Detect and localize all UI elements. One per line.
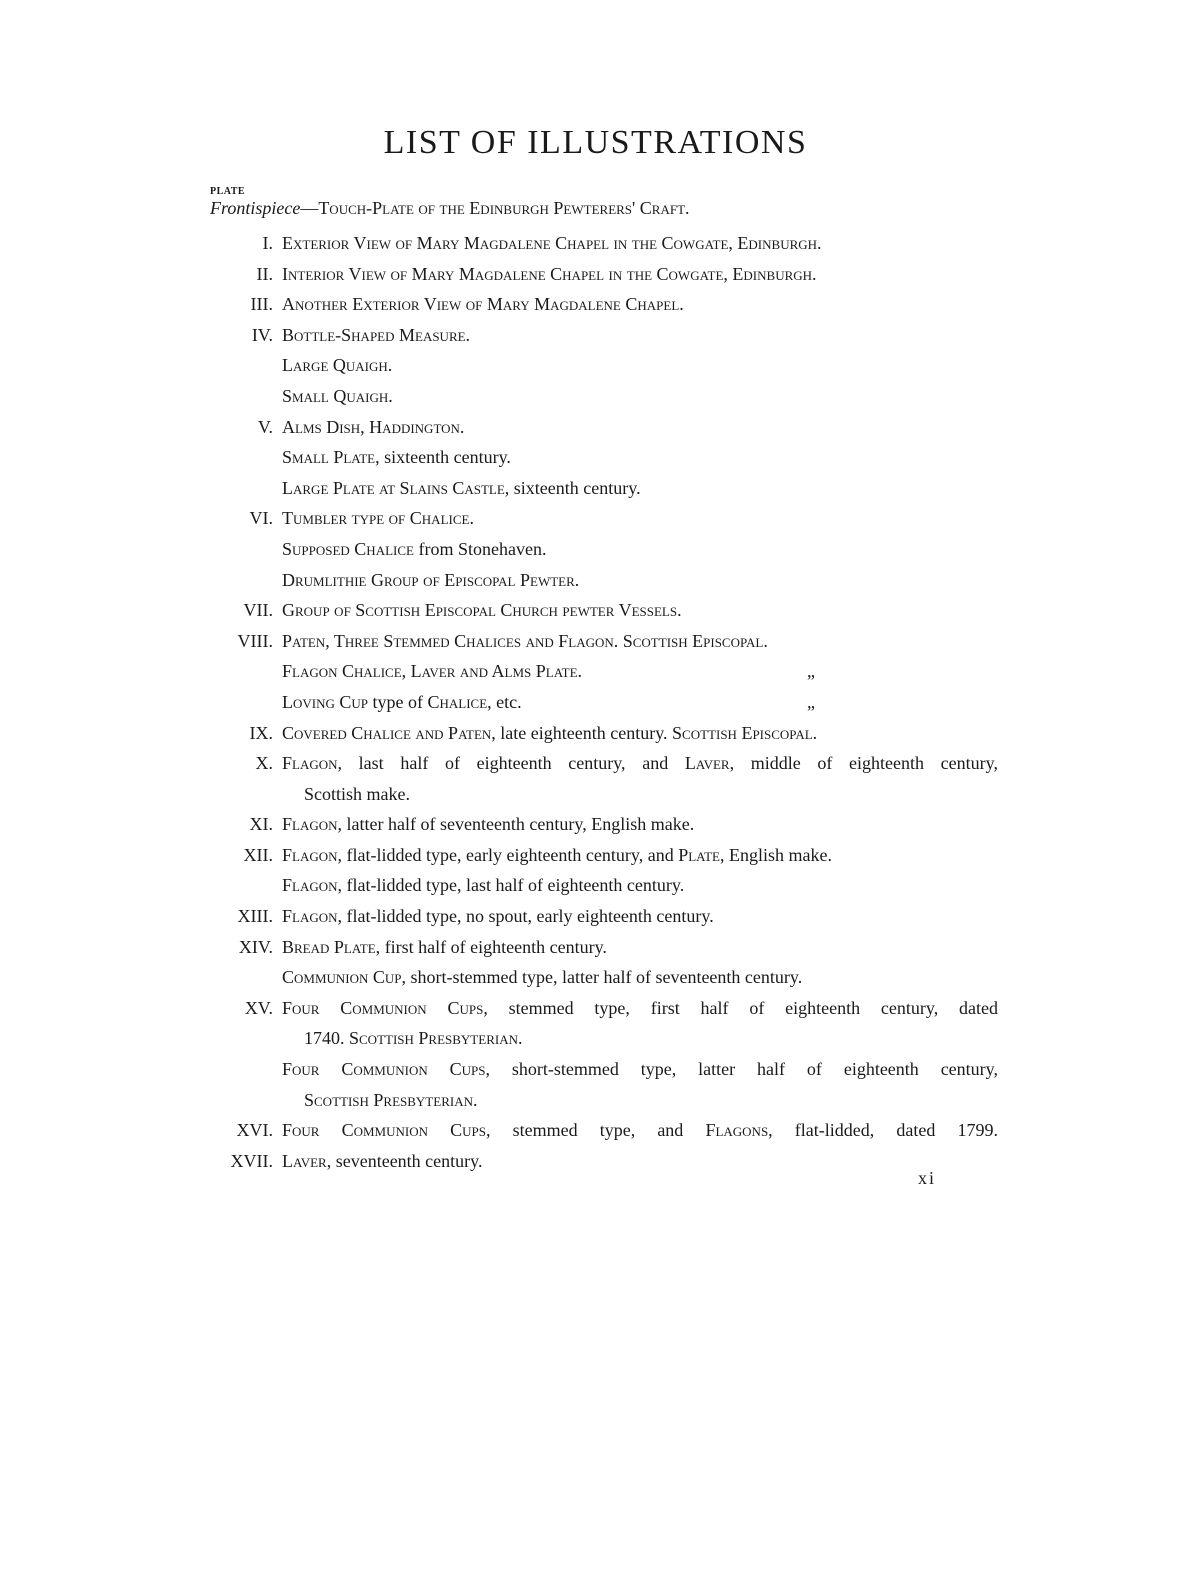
entry-description-text: sixteenth century. <box>509 477 641 498</box>
entry-line <box>282 289 998 320</box>
entry-line <box>282 809 998 840</box>
entry-title-text: Scottish Presbyterian. <box>349 1028 523 1049</box>
list-item <box>0 350 1191 381</box>
entry-description-text: late eighteenth century. <box>495 722 673 743</box>
plate-numeral: I. <box>262 233 273 253</box>
list-item <box>0 840 1191 871</box>
entry-title-text: Flagon, <box>282 906 343 927</box>
plate-numeral: XIII. <box>237 906 273 927</box>
entry-title-text: Drumlithie Group of Episcopal Pewter. <box>282 569 580 590</box>
entry-line <box>282 350 998 381</box>
plate-numeral: VII. <box>243 600 273 621</box>
entry-line <box>282 1054 998 1085</box>
ditto-mark: „ <box>807 661 815 682</box>
entry-title-text: Flagon, <box>282 844 343 865</box>
list-item <box>0 656 1191 687</box>
plate-numeral: XII. <box>243 844 273 865</box>
entry-title-text: Large Quaigh. <box>282 355 393 376</box>
entry-description-text: English make. <box>724 844 832 865</box>
entry-line <box>282 320 998 351</box>
entry-title-text: Four Communion Cups, <box>282 1059 491 1080</box>
frontispiece-text: Touch-Plate of the Edinburgh Pewterers' Craft. <box>318 198 690 218</box>
list-item <box>0 809 1191 840</box>
entry-line <box>282 993 998 1024</box>
entry-description-text: flat-lidded type, early eighteenth century, and <box>342 844 679 865</box>
entry-line <box>304 1023 998 1054</box>
entry-title-text: Small Plate, <box>282 447 380 468</box>
list-item <box>0 626 1191 657</box>
plate-numeral: XI. <box>249 814 273 835</box>
entry-line <box>282 534 998 565</box>
entry-title-text: Interior View of Mary Magdalene Chapel in the Cowgate, Edinburgh. <box>282 263 817 284</box>
entry-description-text: Scottish make. <box>304 783 410 804</box>
entry-line <box>282 626 998 657</box>
entry-title-text: Chalice, <box>427 691 492 712</box>
entry-title-text: Supposed Chalice <box>282 538 414 559</box>
entry-line <box>282 840 998 871</box>
plate-numeral: XV. <box>244 997 273 1018</box>
list-item <box>0 687 1191 718</box>
entry-description-text: sixteenth century. <box>379 447 511 468</box>
list-item <box>0 1054 1191 1115</box>
entry-line <box>304 1085 998 1116</box>
entry-line <box>282 870 998 901</box>
entry-line <box>282 656 998 687</box>
entry-description-text: flat-lidded, dated 1799. <box>772 1120 998 1141</box>
entry-description-text: from Stonehaven. <box>413 538 547 559</box>
plate-numeral: VIII. <box>237 630 273 651</box>
entry-line <box>282 412 998 443</box>
entry-title-text: Four Communion Cups, <box>282 1120 491 1141</box>
list-item <box>0 993 1191 1054</box>
list-item <box>0 412 1191 443</box>
plate-column-label: PLATE <box>210 186 246 197</box>
entry-line <box>282 901 998 932</box>
entry-line <box>282 962 998 993</box>
plate-numeral: II. <box>256 263 273 284</box>
entry-line <box>282 473 998 504</box>
plate-numeral: XVII. <box>230 1150 273 1171</box>
entry-title-text: Laver, <box>684 753 735 774</box>
plate-numeral: IV. <box>251 324 273 345</box>
entry-description-text: stemmed type, first half of eighteenth century, dated <box>487 997 998 1018</box>
entry-line <box>282 1115 998 1146</box>
plate-numeral: X. <box>255 753 273 774</box>
entry-line <box>282 503 998 534</box>
entry-description-text: first half of eighteenth century. <box>380 936 607 957</box>
plate-numeral: V. <box>257 416 273 437</box>
entry-title-text: Flagon, <box>282 875 343 896</box>
list-item <box>0 962 1191 993</box>
page-number: xi <box>918 1168 937 1188</box>
entry-title-text: Communion Cup, <box>282 967 407 988</box>
entry-title-text: Flagon Chalice, Laver and Alms Plate. <box>282 661 583 682</box>
page-title: LIST OF ILLUSTRATIONS <box>383 124 808 161</box>
list-item <box>0 1115 1191 1146</box>
entry-line <box>282 932 998 963</box>
entry-description-text: seventeenth century. <box>331 1150 483 1171</box>
illustrations-list <box>0 228 1191 1176</box>
entry-title-text: Exterior View of Mary Magdalene Chapel in the Cowgate, Edinburgh. <box>282 233 822 253</box>
entry-description-text: last half of eighteenth century, and <box>342 753 685 774</box>
entry-line <box>282 687 998 718</box>
entry-title-text: Four Communion Cups, <box>282 997 488 1018</box>
entry-title-text: Laver, <box>282 1150 332 1171</box>
list-item <box>0 1146 1191 1177</box>
entry-line <box>282 442 998 473</box>
entry-line <box>282 228 998 259</box>
entry-description-text: stemmed type, and <box>490 1120 706 1141</box>
entry-description-text: type of <box>368 691 428 712</box>
entry-description-text: latter half of seventeenth century, English make. <box>342 814 695 835</box>
entry-title-text: Flagon, <box>282 814 343 835</box>
list-item <box>0 442 1191 473</box>
frontispiece-dash: — <box>300 198 319 218</box>
list-item <box>0 503 1191 534</box>
plate-numeral: IX. <box>249 722 273 743</box>
entry-title-text: Another Exterior View of Mary Magdalene Chapel. <box>282 294 684 315</box>
entry-title-text: Loving Cup <box>282 691 369 712</box>
list-item <box>0 534 1191 565</box>
frontispiece-entry <box>210 198 690 219</box>
entry-title-text: Paten, Three Stemmed Chalices and Flagon. Scottish Episcopal. <box>282 630 768 651</box>
list-item <box>0 870 1191 901</box>
plate-numeral: XVI. <box>236 1120 273 1141</box>
list-item <box>0 228 1191 259</box>
entry-description-text: 1740. <box>304 1028 349 1049</box>
list-item <box>0 748 1191 809</box>
plate-numeral: VI. <box>249 508 273 529</box>
plate-numeral: III. <box>250 294 273 315</box>
entry-line <box>304 779 998 810</box>
entry-line <box>282 595 998 626</box>
entry-title-text: Flagon, <box>282 753 343 774</box>
list-item <box>0 320 1191 351</box>
entry-title-text: Covered Chalice and Paten, <box>282 722 496 743</box>
entry-title-text: Bread Plate, <box>282 936 381 957</box>
entry-title-text: Group of Scottish Episcopal Church pewter Vessels. <box>282 600 682 621</box>
list-item <box>0 932 1191 963</box>
ditto-mark: „ <box>807 691 815 712</box>
entry-title-text: Bottle-Shaped Measure. <box>282 324 471 345</box>
entry-title-text: Large Plate at Slains Castle, <box>282 477 510 498</box>
entry-description-text: flat-lidded type, last half of eighteenth century. <box>342 875 685 896</box>
entry-title-text: Alms Dish, Haddington. <box>282 416 465 437</box>
entry-line <box>282 565 998 596</box>
list-item <box>0 718 1191 749</box>
entry-title-text: Small Quaigh. <box>282 385 393 406</box>
entry-title-text: Scottish Presbyterian. <box>304 1089 478 1110</box>
entry-line <box>282 718 998 749</box>
entry-description-text: flat-lidded type, no spout, early eighteenth century. <box>342 906 714 927</box>
entry-title-text: Scottish Episcopal. <box>672 722 818 743</box>
list-item <box>0 901 1191 932</box>
list-item <box>0 259 1191 290</box>
list-item <box>0 565 1191 596</box>
list-item <box>0 595 1191 626</box>
entry-description-text: middle of eighteenth century, <box>734 753 998 774</box>
entry-title-text: Tumbler type of Chalice. <box>282 508 474 529</box>
list-item <box>0 289 1191 320</box>
entry-description-text: etc. <box>491 691 522 712</box>
entry-title-text: Flagons, <box>705 1120 773 1141</box>
entry-line <box>282 1146 998 1177</box>
list-item <box>0 381 1191 412</box>
entry-line <box>282 259 998 290</box>
entry-description-text: short-stemmed type, latter half of seventeenth century. <box>406 967 803 988</box>
plate-numeral: XIV. <box>238 936 273 957</box>
entry-line <box>282 748 998 779</box>
entry-line <box>282 381 998 412</box>
entry-title-text: Plate, <box>678 844 725 865</box>
list-item <box>0 473 1191 504</box>
entry-description-text: short-stemmed type, latter half of eighteenth century, <box>490 1059 998 1080</box>
frontispiece-label: Frontispiece <box>210 198 301 218</box>
